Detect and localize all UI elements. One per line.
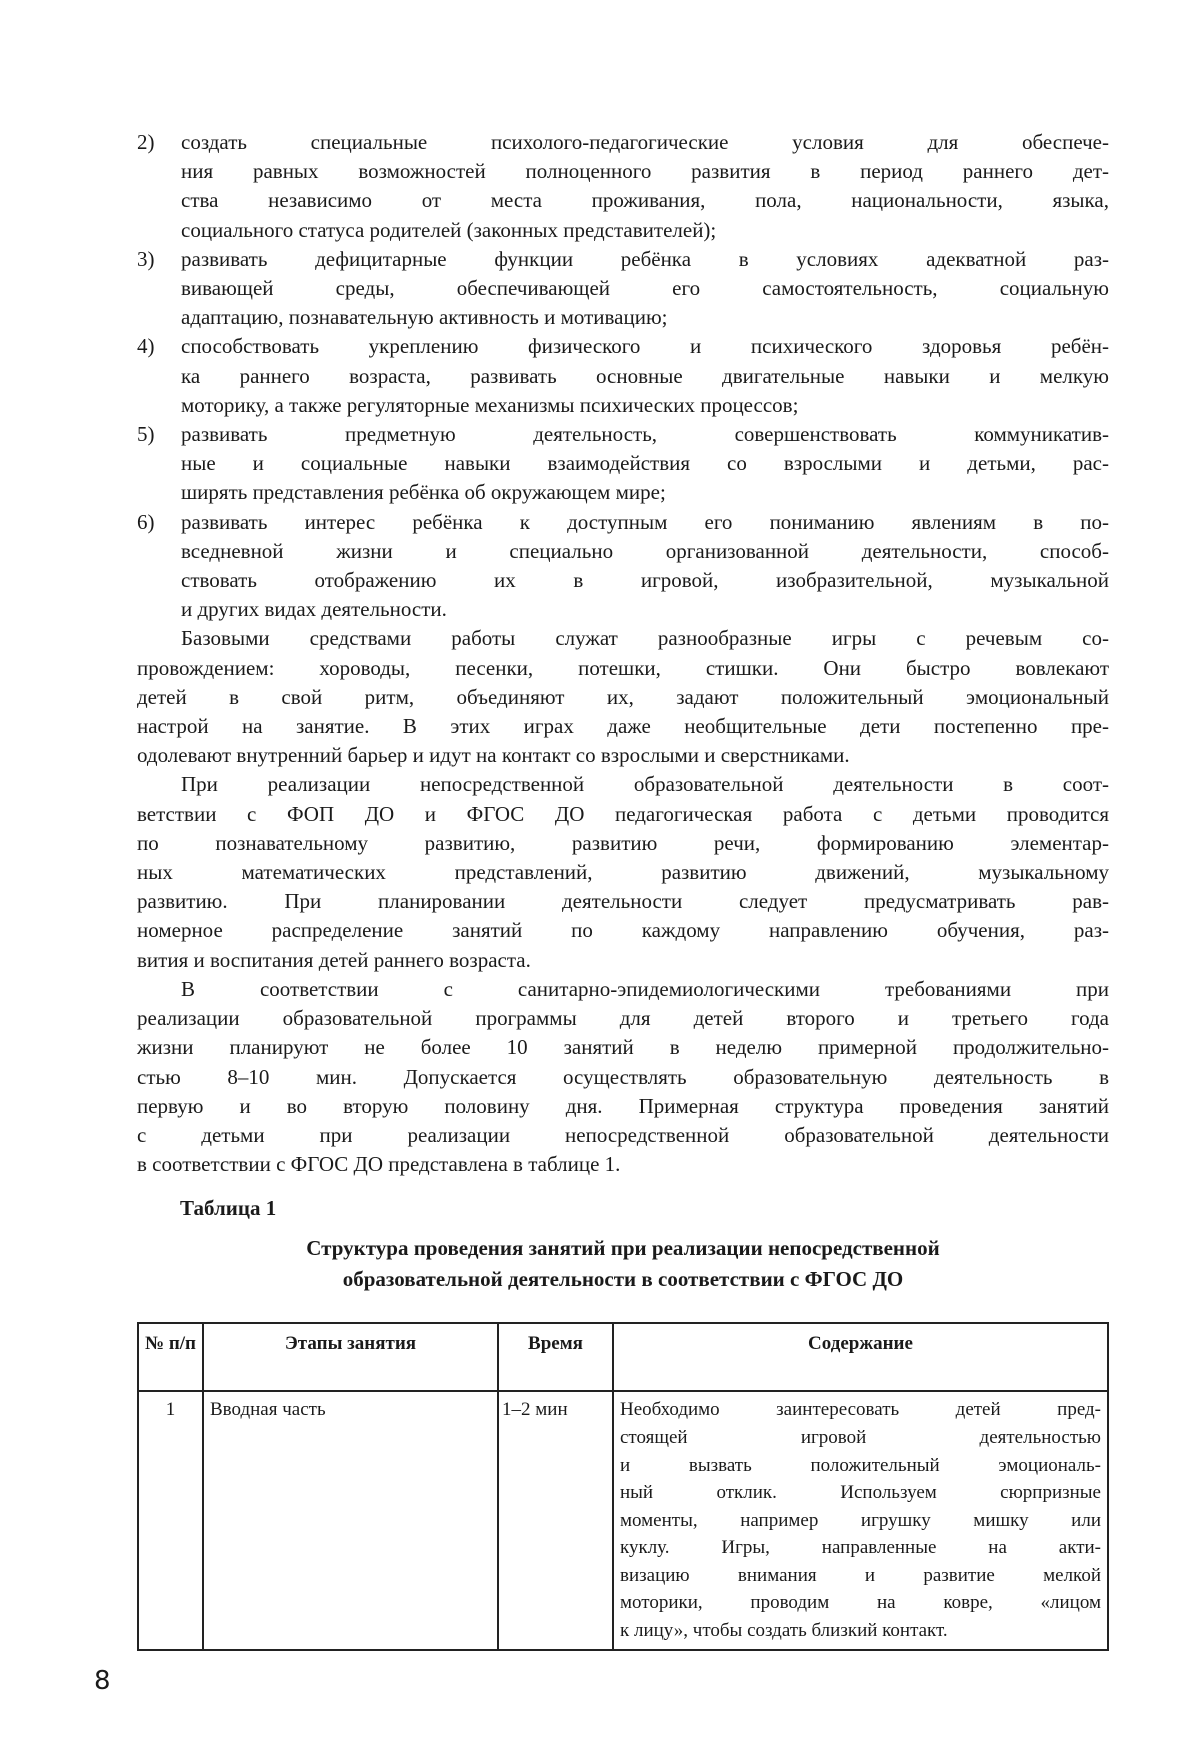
text-line: способствовать укреплению физического и психического здоровья ребён- xyxy=(181,334,1109,359)
list-item-number: 6) xyxy=(137,509,155,534)
row-number: 1 xyxy=(138,1391,203,1649)
text-line: моменты, например игрушку мишку или xyxy=(620,1509,1101,1531)
text-line: с детьми при реализации непосредственной образовательной деятельности xyxy=(137,1122,1109,1147)
row-stage: Вводная часть xyxy=(203,1391,498,1649)
list-item xyxy=(137,245,1109,333)
text-line: развивать интерес ребёнка к доступным его пониманию явлениям в по- xyxy=(181,509,1109,534)
page-number: 8 xyxy=(94,1665,111,1696)
text-line: ния равных возможностей полноценного развития в период раннего дет- xyxy=(181,159,1109,184)
table-caption-line: образовательной деятельности в соответствии с ФГОС ДО xyxy=(342,1267,904,1292)
text-line: При реализации непосредственной образовательной деятельности в соот- xyxy=(181,772,1109,797)
text-line: создать специальные психолого-педагогические условия для обеспече- xyxy=(181,130,1109,154)
text-line: к лицу», чтобы создать близкий контакт. xyxy=(620,1620,948,1642)
text-line: В соответствии с санитарно-эпидемиологическими требованиями при xyxy=(181,976,1109,1001)
text-line: реализации образовательной программы для детей второго и третьего года xyxy=(137,1006,1109,1031)
body-text xyxy=(137,128,1109,1179)
text-line: развитию. При планировании деятельности следует предусматривать рав- xyxy=(137,889,1109,914)
paragraph xyxy=(137,624,1109,770)
table-header-row xyxy=(138,1323,1108,1391)
text-line: ширять представления ребёнка об окружающем мире; xyxy=(181,480,666,505)
header-stage: Этапы занятия xyxy=(203,1323,498,1391)
lesson-structure-table xyxy=(137,1322,1109,1650)
text-line: Базовыми средствами работы служат разнообразные игры с речевым со- xyxy=(181,626,1109,651)
row-content xyxy=(613,1391,1108,1649)
text-line: вития и воспитания детей раннего возраста. xyxy=(137,947,531,972)
list-item-number: 3) xyxy=(137,246,155,271)
table-row xyxy=(138,1391,1108,1649)
text-line: вивающей среды, обеспечивающей его самостоятельность, социальную xyxy=(181,276,1109,301)
list-item xyxy=(137,420,1109,508)
paragraph xyxy=(137,975,1109,1179)
text-line: развивать дефицитарные функции ребёнка в условиях адекватной раз- xyxy=(181,246,1109,271)
text-line: жизни планируют не более 10 занятий в неделю примерной продолжительно- xyxy=(137,1035,1109,1060)
text-line: моторику, а также регуляторные механизмы психических процессов; xyxy=(181,392,799,417)
table-caption-line: Структура проведения занятий при реализации непосредственной xyxy=(306,1236,940,1261)
text-line: куклу. Игры, направленные на акти- xyxy=(620,1537,1101,1559)
header-content: Содержание xyxy=(613,1323,1108,1391)
page-content xyxy=(94,0,1109,1696)
text-line: ства независимо от места проживания, пола, национальности, языка, xyxy=(181,188,1109,213)
text-line: в соответствии с ФГОС ДО представлена в таблице 1. xyxy=(137,1152,621,1177)
list-item xyxy=(137,332,1109,420)
list-item-number: 5) xyxy=(137,422,155,447)
text-line: стью 8–10 мин. Допускается осуществлять образовательную деятельность в xyxy=(137,1064,1109,1089)
text-line: и других видах деятельности. xyxy=(181,597,447,622)
text-line: настрой на занятие. В этих играх даже необщительные дети постепенно пре- xyxy=(137,714,1109,739)
row-time: 1–2 мин xyxy=(498,1391,613,1649)
text-line: номерное распределение занятий по каждому направлению обучения, раз- xyxy=(137,918,1109,943)
text-line: развивать предметную деятельность, совершенствовать коммуникатив- xyxy=(181,422,1109,447)
list-item-number: 4) xyxy=(137,334,155,359)
text-line: и вызвать положительный эмоциональ- xyxy=(620,1454,1101,1476)
text-line: адаптацию, познавательную активность и мотивацию; xyxy=(181,305,668,330)
text-line: детей в свой ритм, объединяют их, задают положительный эмоциональный xyxy=(137,684,1109,709)
list-item xyxy=(137,508,1109,625)
text-line: ветствии с ФОП ДО и ФГОС ДО педагогическая работа с детьми проводится xyxy=(137,801,1109,826)
text-line: провождением: хороводы, песенки, потешки, стишки. Они быстро вовлекают xyxy=(137,655,1109,680)
list-item xyxy=(137,128,1109,245)
header-time: Время xyxy=(498,1323,613,1391)
text-line: по познавательному развитию, развитию речи, формированию элементар- xyxy=(137,830,1109,855)
text-line: ные и социальные навыки взаимодействия со взрослыми и детьми, рас- xyxy=(181,451,1109,476)
text-line: одолевают внутренний барьер и идут на контакт со взрослыми и сверстниками. xyxy=(137,743,850,768)
paragraph xyxy=(137,770,1109,974)
text-line: ствовать отображению их в игровой, изобразительной, музыкальной xyxy=(181,568,1109,593)
text-line: вседневной жизни и специально организованной деятельности, способ- xyxy=(181,538,1109,563)
text-line: социального статуса родителей (законных представителей); xyxy=(181,217,717,242)
text-line: ка раннего возраста, развивать основные двигательные навыки и мелкую xyxy=(181,363,1109,388)
header-number: № п/п xyxy=(138,1323,203,1391)
text-line: ных математических представлений, развитию движений, музыкальному xyxy=(137,860,1109,885)
text-line: ный отклик. Используем сюрпризные xyxy=(620,1482,1101,1504)
text-line: Необходимо заинтересовать детей пред- xyxy=(620,1399,1101,1421)
text-line: стоящей игровой деятельностью xyxy=(620,1426,1101,1448)
table-caption xyxy=(137,1233,1109,1295)
list-item-number: 2) xyxy=(137,130,155,154)
text-line: первую и во вторую половину дня. Примерная структура проведения занятий xyxy=(137,1093,1109,1118)
table-label: Таблица 1 xyxy=(180,1196,277,1221)
text-line: моторики, проводим на ковре, «лицом xyxy=(620,1592,1101,1614)
text-line: визацию внимания и развитие мелкой xyxy=(620,1564,1101,1586)
